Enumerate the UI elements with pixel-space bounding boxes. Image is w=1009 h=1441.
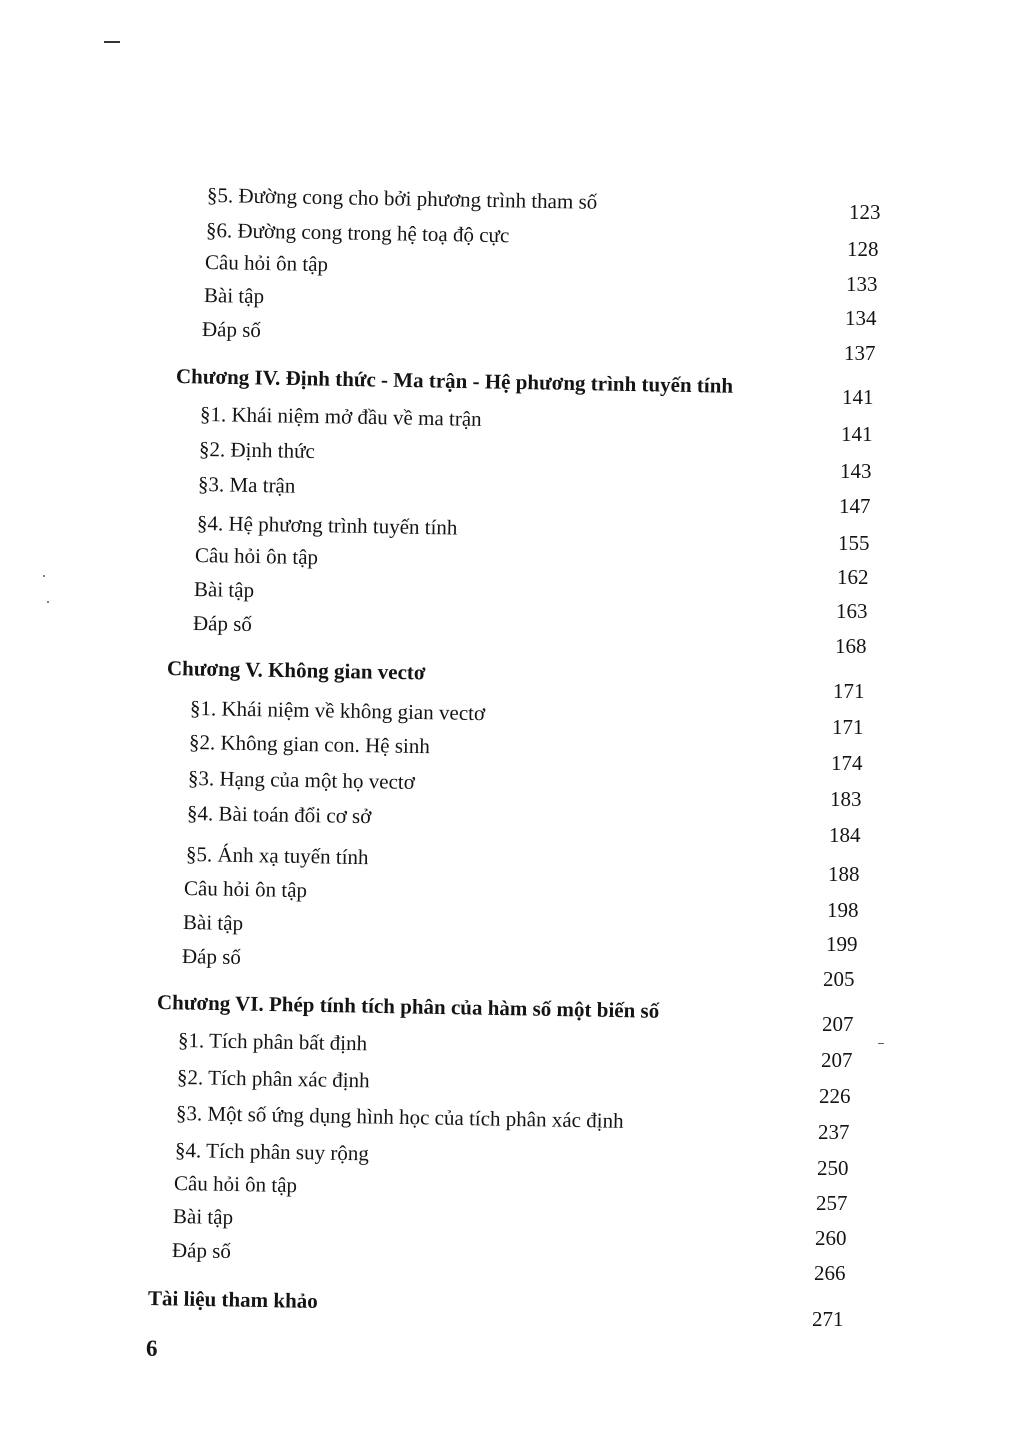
toc-page-number: 162	[837, 565, 869, 589]
toc-entry-title: Câu hỏi ôn tập	[194, 543, 319, 570]
toc-entry-title: Đáp số	[192, 611, 253, 637]
toc-entry-title: §5. Đường cong cho bởi phương trình tham số	[206, 183, 598, 214]
toc-page-number: 143	[840, 459, 872, 483]
toc-entry-title: Bài tập	[172, 1204, 234, 1230]
toc-entry-title: §4. Bài toán đổi cơ sở	[186, 801, 372, 829]
toc-entry-title: Đáp số	[181, 944, 242, 970]
toc-page-number: 155	[838, 531, 870, 555]
toc-entry-title: Câu hỏi ôn tập	[183, 876, 308, 903]
toc-page-number: 198	[827, 898, 859, 922]
toc-page-number: 147	[839, 494, 871, 518]
toc-entry-title: §1. Khái niệm mở đầu về ma trận	[199, 402, 482, 431]
toc-entry-title: §2. Định thức	[198, 437, 315, 464]
toc-chapter-title: Tài liệu tham khảo	[147, 1286, 318, 1313]
toc-page-number: 271	[812, 1307, 844, 1331]
toc-entry-title: Đáp số	[171, 1238, 232, 1264]
toc-entry-title: §1. Tích phân bất định	[177, 1028, 368, 1056]
toc-page-number: 226	[819, 1084, 851, 1108]
toc-entry-title: §1. Khái niệm về không gian vectơ	[189, 696, 486, 726]
toc-entry-title: Câu hỏi ôn tập	[204, 250, 329, 277]
toc-page-number: 134	[845, 306, 877, 330]
toc-entry-title: §3. Ma trận	[197, 472, 296, 498]
toc-page-number: 237	[818, 1120, 850, 1144]
scan-speck	[878, 1043, 884, 1044]
toc-page-number: 171	[833, 679, 865, 703]
toc-page-number: 171	[832, 715, 864, 739]
toc-entry-title: Câu hỏi ôn tập	[173, 1171, 298, 1198]
toc-page-number: 141	[842, 385, 874, 409]
toc-entry-title: §6. Đường cong trong hệ toạ độ cực	[205, 218, 510, 248]
toc-page-number: 133	[846, 272, 878, 296]
scan-mark	[104, 41, 120, 43]
toc-page-number: 188	[828, 862, 860, 886]
toc-entry-title: §3. Hạng của một họ vectơ	[187, 766, 416, 794]
toc-page-number: 266	[814, 1261, 846, 1285]
toc-entry-title: Bài tập	[193, 577, 255, 603]
toc-page-number: 199	[826, 932, 858, 956]
page-folio-number: 6	[146, 1336, 158, 1361]
toc-page-number: 207	[821, 1048, 853, 1072]
toc-page-number: 123	[849, 200, 881, 224]
toc-entry-title: §4. Tích phân suy rộng	[174, 1138, 370, 1166]
toc-entry-title: Đáp số	[201, 317, 262, 343]
library-stamp	[933, 59, 1009, 142]
toc-entry-title: Bài tập	[182, 910, 244, 936]
toc-page-number: 250	[817, 1156, 849, 1180]
toc-page-number: 257	[816, 1191, 848, 1215]
toc-chapter-title: Chương IV. Định thức - Ma trận - Hệ phương trình tuyến tính	[175, 364, 734, 398]
toc-chapter-title: Chương VI. Phép tính tích phân của hàm số một biến số	[156, 990, 660, 1023]
toc-entry-title: §2. Tích phân xác định	[176, 1065, 370, 1093]
scan-speck	[47, 601, 49, 603]
toc-entry-title: §2. Không gian con. Hệ sinh	[188, 730, 431, 759]
toc-page-number: 163	[836, 599, 868, 623]
toc-page-number: 128	[847, 237, 879, 261]
scan-speck	[43, 575, 45, 577]
toc-entry-title: §4. Hệ phương trình tuyến tính	[196, 511, 458, 540]
toc-page-number: 137	[844, 341, 876, 365]
toc-entry-title: §5. Ánh xạ tuyến tính	[185, 842, 369, 870]
toc-page-number: 168	[835, 634, 867, 658]
toc-page-number: 207	[822, 1012, 854, 1036]
toc-chapter-title: Chương V. Không gian vectơ	[166, 656, 426, 685]
toc-entry-title: Bài tập	[203, 283, 265, 309]
toc-page-number: 183	[830, 787, 862, 811]
toc-page-number: 184	[829, 823, 861, 847]
toc-entry-title: §3. Một số ứng dụng hình học của tích phân xác định	[175, 1101, 624, 1133]
toc-page-number: 205	[823, 967, 855, 991]
toc-page-number: 141	[841, 422, 873, 446]
toc-page-number: 260	[815, 1226, 847, 1250]
toc-page-number: 174	[831, 751, 863, 775]
